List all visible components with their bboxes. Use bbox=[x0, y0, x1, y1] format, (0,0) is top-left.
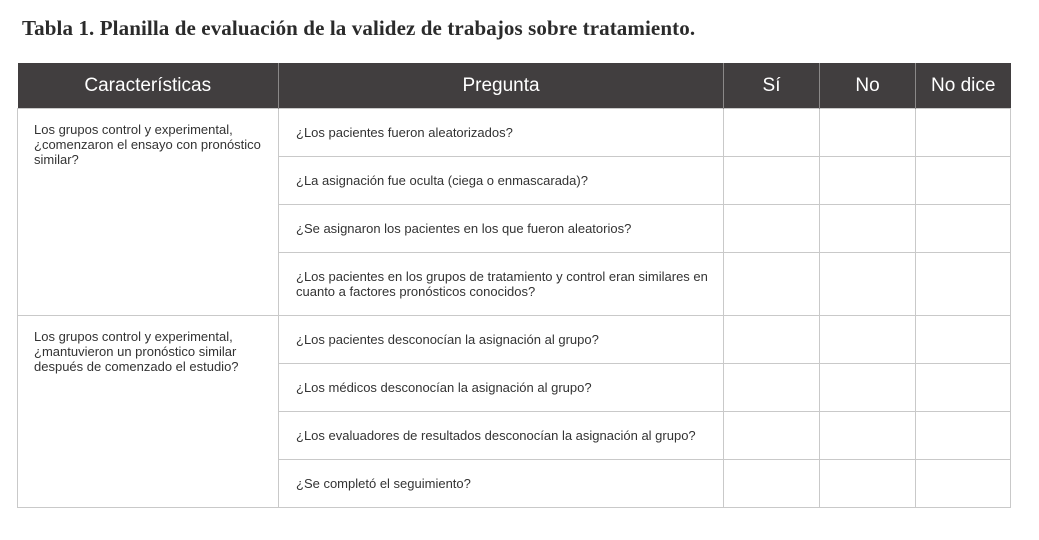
header-caracteristicas: Características bbox=[18, 63, 279, 109]
header-si: Sí bbox=[724, 63, 820, 109]
no-dice-cell[interactable] bbox=[916, 364, 1011, 412]
no-dice-cell[interactable] bbox=[916, 109, 1011, 157]
no-cell[interactable] bbox=[820, 316, 916, 364]
pregunta-cell: ¿La asignación fue oculta (ciega o enmascarada)? bbox=[279, 157, 724, 205]
evaluation-table bbox=[17, 63, 1011, 508]
no-cell[interactable] bbox=[820, 205, 916, 253]
si-cell[interactable] bbox=[724, 109, 820, 157]
header-row bbox=[18, 63, 1011, 109]
no-cell[interactable] bbox=[820, 157, 916, 205]
caracteristica-cell: Los grupos control y experimental, ¿comenzaron el ensayo con pronóstico similar? bbox=[18, 109, 279, 316]
pregunta-cell: ¿Los pacientes en los grupos de tratamiento y control eran similares en cuanto a factores pronósticos conocidos? bbox=[279, 253, 724, 316]
pregunta-cell: ¿Los evaluadores de resultados desconocían la asignación al grupo? bbox=[279, 412, 724, 460]
si-cell[interactable] bbox=[724, 412, 820, 460]
pregunta-cell: ¿Se completó el seguimiento? bbox=[279, 460, 724, 508]
no-cell[interactable] bbox=[820, 412, 916, 460]
header-no: No bbox=[820, 63, 916, 109]
pregunta-cell: ¿Los médicos desconocían la asignación al grupo? bbox=[279, 364, 724, 412]
table-row bbox=[18, 109, 1011, 157]
no-dice-cell[interactable] bbox=[916, 316, 1011, 364]
table-row bbox=[18, 316, 1011, 364]
pregunta-cell: ¿Los pacientes desconocían la asignación al grupo? bbox=[279, 316, 724, 364]
no-dice-cell[interactable] bbox=[916, 460, 1011, 508]
si-cell[interactable] bbox=[724, 460, 820, 508]
si-cell[interactable] bbox=[724, 157, 820, 205]
caracteristica-cell: Los grupos control y experimental, ¿mantuvieron un pronóstico similar después de comenzado el estudio? bbox=[18, 316, 279, 508]
si-cell[interactable] bbox=[724, 316, 820, 364]
header-pregunta: Pregunta bbox=[279, 63, 724, 109]
si-cell[interactable] bbox=[724, 364, 820, 412]
no-cell[interactable] bbox=[820, 364, 916, 412]
no-cell[interactable] bbox=[820, 253, 916, 316]
no-dice-cell[interactable] bbox=[916, 157, 1011, 205]
si-cell[interactable] bbox=[724, 253, 820, 316]
si-cell[interactable] bbox=[724, 205, 820, 253]
no-cell[interactable] bbox=[820, 460, 916, 508]
no-dice-cell[interactable] bbox=[916, 412, 1011, 460]
pregunta-cell: ¿Los pacientes fueron aleatorizados? bbox=[279, 109, 724, 157]
no-cell[interactable] bbox=[820, 109, 916, 157]
no-dice-cell[interactable] bbox=[916, 253, 1011, 316]
header-no-dice: No dice bbox=[916, 63, 1011, 109]
no-dice-cell[interactable] bbox=[916, 205, 1011, 253]
pregunta-cell: ¿Se asignaron los pacientes en los que fueron aleatorios? bbox=[279, 205, 724, 253]
table-caption: Tabla 1. Planilla de evaluación de la validez de trabajos sobre tratamiento. bbox=[22, 16, 696, 40]
